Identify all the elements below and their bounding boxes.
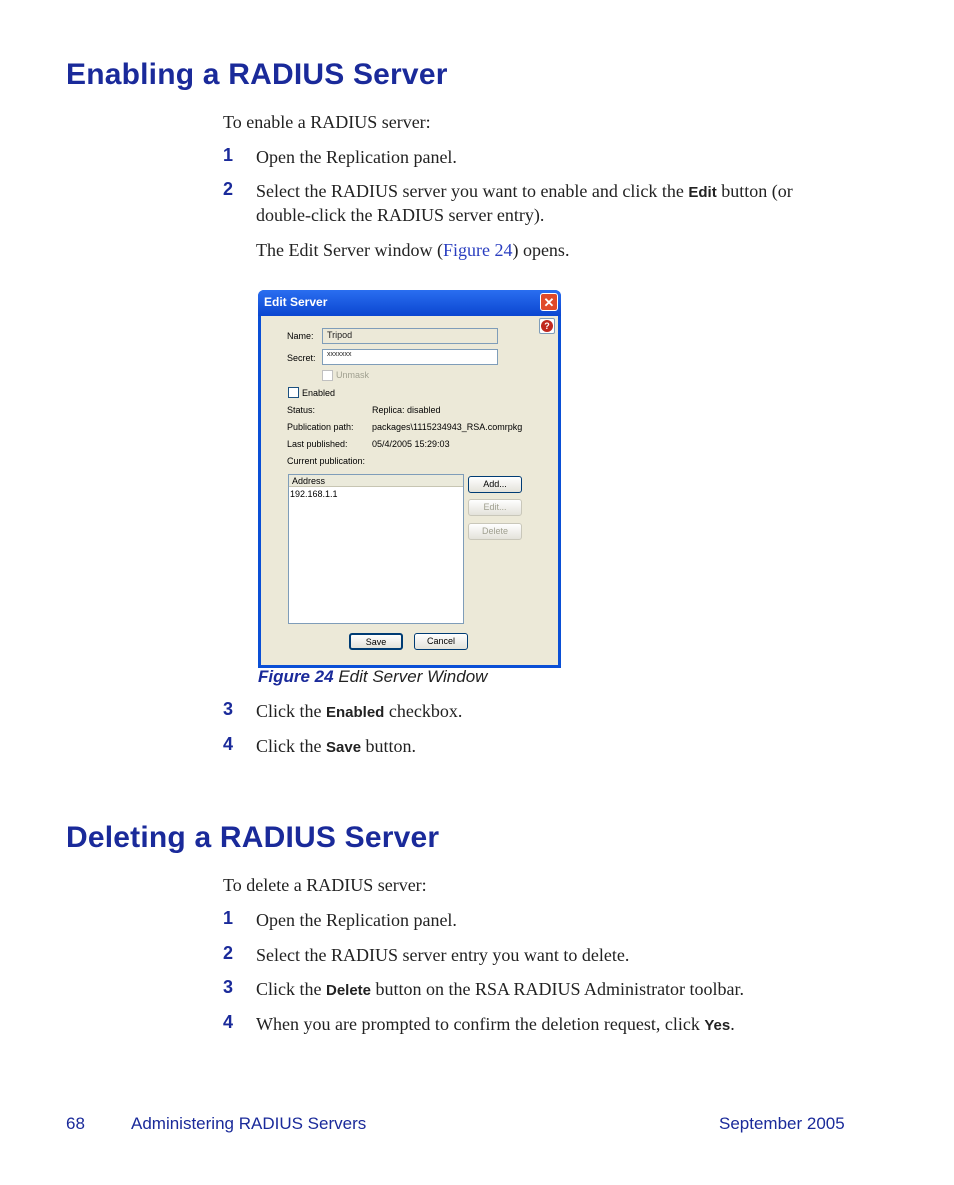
secret-field[interactable]: xxxxxxx <box>322 349 498 365</box>
status-value: Replica: disabled <box>372 405 441 415</box>
ui-term: Edit <box>688 184 717 201</box>
dialog-title: Edit Server <box>264 295 328 309</box>
intro-text: To enable a RADIUS server: <box>223 112 431 132</box>
step-text: Open the Replication panel. <box>256 147 457 167</box>
step-text: Open the Replication panel. <box>256 910 457 930</box>
ui-term: Delete <box>326 982 372 999</box>
ui-term: Enabled <box>326 704 385 721</box>
step-text-continued: double-click the RADIUS server entry). <box>256 205 545 225</box>
step-text: Click the Save button. <box>256 736 417 756</box>
step-text: Select the RADIUS server entry you want to delete. <box>256 945 630 965</box>
footer-date: September 2005 <box>719 1114 845 1133</box>
unmask-label: Unmask <box>336 370 370 380</box>
ui-term: Yes <box>704 1017 731 1034</box>
last-published-label: Last published: <box>287 439 348 449</box>
last-published-value: 05/4/2005 15:29:03 <box>372 439 450 449</box>
list-item[interactable]: 192.168.1.1 <box>290 489 338 499</box>
step-number: 3 <box>223 977 234 997</box>
step-number: 1 <box>223 908 234 928</box>
section-heading-enabling: Enabling a RADIUS Server <box>66 58 448 91</box>
figure-link[interactable]: Figure 24 <box>442 240 513 260</box>
cancel-button[interactable]: Cancel <box>414 633 468 650</box>
step-text: When you are prompted to confirm the deletion request, click Yes. <box>256 1014 735 1034</box>
dialog-body <box>261 316 558 665</box>
figure-label: Figure 24 <box>258 667 334 686</box>
unmask-checkbox[interactable] <box>322 370 333 381</box>
address-list-header[interactable] <box>289 475 463 487</box>
ui-term: Save <box>326 739 362 756</box>
enabled-label: Enabled <box>302 388 336 398</box>
figure-caption: Figure 24 Edit Server Window <box>258 667 488 686</box>
address-column-header: Address <box>292 476 326 486</box>
step-number: 2 <box>223 179 234 199</box>
step-number: 4 <box>223 1012 234 1032</box>
chapter-title: Administering RADIUS Servers <box>131 1114 367 1133</box>
help-icon[interactable]: ? <box>539 318 555 334</box>
enabled-checkbox[interactable] <box>288 387 299 398</box>
save-button[interactable]: Save <box>349 633 403 650</box>
delete-button[interactable]: Delete <box>468 523 522 540</box>
status-label: Status: <box>287 405 316 415</box>
add-button[interactable]: Add... <box>468 476 522 493</box>
step-number: 1 <box>223 145 234 165</box>
step-text: Click the Delete button on the RSA RADIUS Administrator toolbar. <box>256 979 745 999</box>
edit-button[interactable]: Edit... <box>468 499 522 516</box>
publication-path-label: Publication path: <box>287 422 354 432</box>
close-icon[interactable]: ✕ <box>540 293 558 311</box>
step-number: 4 <box>223 734 234 754</box>
name-label: Name: <box>287 331 314 341</box>
step-text: Select the RADIUS server you want to enable and click the Edit button (or <box>256 181 793 201</box>
step-number: 3 <box>223 699 234 719</box>
step-number: 2 <box>223 943 234 963</box>
dialog-title-bar <box>258 290 561 316</box>
intro-text: To delete a RADIUS server: <box>223 875 427 895</box>
name-field[interactable]: Tripod <box>322 328 498 344</box>
address-list[interactable] <box>288 474 464 624</box>
result-text: The Edit Server window (Figure 24) opens. <box>256 240 570 260</box>
edit-server-dialog <box>258 290 561 668</box>
step-text: Click the Enabled checkbox. <box>256 701 463 721</box>
secret-label: Secret: <box>287 353 316 363</box>
current-publication-label: Current publication: <box>287 456 366 466</box>
section-heading-deleting: Deleting a RADIUS Server <box>66 821 440 854</box>
page-number: 68 <box>66 1114 85 1133</box>
publication-path-value: packages\1115234943_RSA.comrpkg <box>372 422 523 432</box>
